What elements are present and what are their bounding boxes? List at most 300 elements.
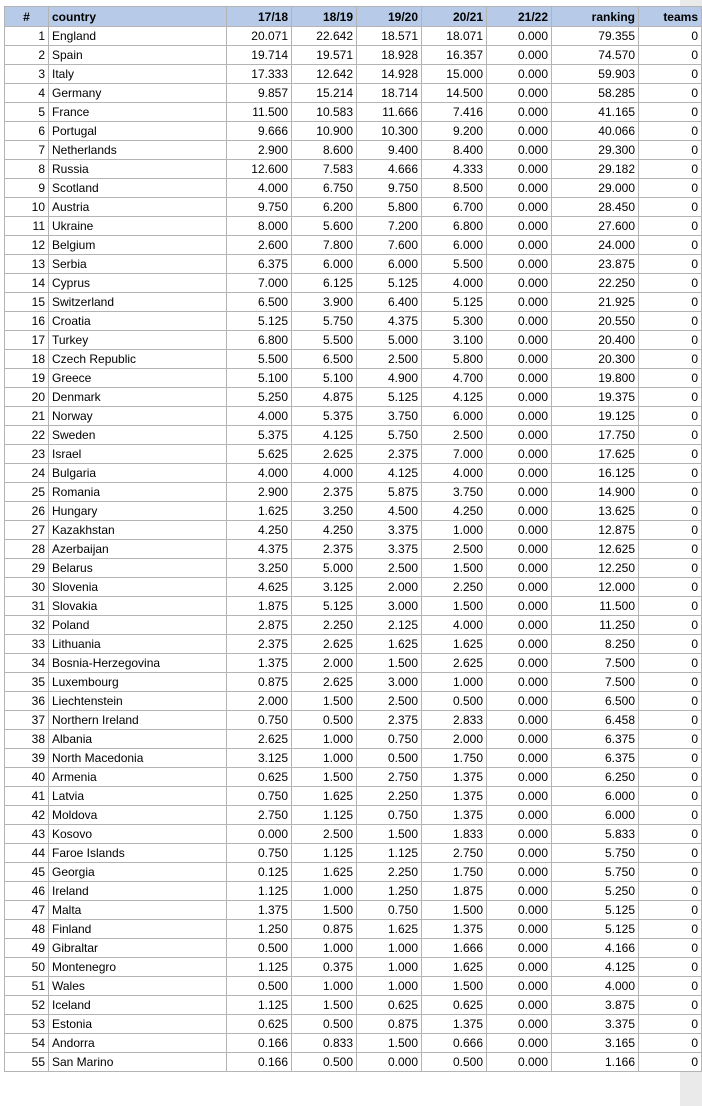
cell-20-21: 6.700 — [422, 198, 487, 217]
cell-teams: 0 — [639, 863, 702, 882]
cell-19-20: 0.750 — [357, 901, 422, 920]
cell-20-21: 1.500 — [422, 559, 487, 578]
cell-20-21: 5.300 — [422, 312, 487, 331]
cell-20-21: 4.000 — [422, 616, 487, 635]
cell-ranking: 5.250 — [552, 882, 639, 901]
cell-teams: 0 — [639, 673, 702, 692]
cell-19-20: 1.000 — [357, 977, 422, 996]
cell-19-20: 7.200 — [357, 217, 422, 236]
cell-17-18: 9.750 — [227, 198, 292, 217]
cell-teams: 0 — [639, 939, 702, 958]
cell-ranking: 14.900 — [552, 483, 639, 502]
cell-country: Czech Republic — [49, 350, 227, 369]
header-season-17-18[interactable]: 17/18 — [227, 7, 292, 27]
table-row — [5, 711, 702, 730]
cell-number: 44 — [5, 844, 49, 863]
cell-17-18: 17.333 — [227, 65, 292, 84]
cell-18-19: 2.375 — [292, 540, 357, 559]
cell-country: Romania — [49, 483, 227, 502]
cell-teams: 0 — [639, 255, 702, 274]
cell-ranking: 7.500 — [552, 654, 639, 673]
cell-20-21: 1.000 — [422, 673, 487, 692]
cell-ranking: 3.165 — [552, 1034, 639, 1053]
header-teams[interactable]: teams — [639, 7, 702, 27]
cell-21-22: 0.000 — [487, 521, 552, 540]
cell-17-18: 4.375 — [227, 540, 292, 559]
cell-18-19: 2.500 — [292, 825, 357, 844]
cell-19-20: 5.800 — [357, 198, 422, 217]
cell-teams: 0 — [639, 559, 702, 578]
cell-20-21: 0.625 — [422, 996, 487, 1015]
cell-ranking: 40.066 — [552, 122, 639, 141]
cell-ranking: 29.300 — [552, 141, 639, 160]
cell-teams: 0 — [639, 844, 702, 863]
cell-19-20: 1.500 — [357, 1034, 422, 1053]
cell-teams: 0 — [639, 692, 702, 711]
cell-number: 39 — [5, 749, 49, 768]
table-row — [5, 616, 702, 635]
cell-19-20: 0.625 — [357, 996, 422, 1015]
cell-17-18: 0.166 — [227, 1034, 292, 1053]
cell-country: Kazakhstan — [49, 521, 227, 540]
cell-country: Luxembourg — [49, 673, 227, 692]
cell-teams: 0 — [639, 141, 702, 160]
cell-number: 41 — [5, 787, 49, 806]
cell-17-18: 5.100 — [227, 369, 292, 388]
cell-17-18: 5.625 — [227, 445, 292, 464]
cell-21-22: 0.000 — [487, 635, 552, 654]
cell-country: San Marino — [49, 1053, 227, 1072]
cell-ranking: 27.600 — [552, 217, 639, 236]
cell-country: Albania — [49, 730, 227, 749]
cell-20-21: 2.000 — [422, 730, 487, 749]
cell-number: 34 — [5, 654, 49, 673]
cell-18-19: 10.900 — [292, 122, 357, 141]
cell-ranking: 29.182 — [552, 160, 639, 179]
cell-number: 2 — [5, 46, 49, 65]
cell-21-22: 0.000 — [487, 464, 552, 483]
cell-country: Liechtenstein — [49, 692, 227, 711]
table-row — [5, 977, 702, 996]
table-row — [5, 350, 702, 369]
cell-21-22: 0.000 — [487, 350, 552, 369]
table-row — [5, 559, 702, 578]
header-season-19-20[interactable]: 19/20 — [357, 7, 422, 27]
table-row — [5, 578, 702, 597]
cell-21-22: 0.000 — [487, 996, 552, 1015]
cell-number: 43 — [5, 825, 49, 844]
cell-17-18: 2.750 — [227, 806, 292, 825]
cell-ranking: 20.400 — [552, 331, 639, 350]
table-row — [5, 46, 702, 65]
cell-country: England — [49, 27, 227, 46]
cell-19-20: 6.400 — [357, 293, 422, 312]
cell-country: Turkey — [49, 331, 227, 350]
cell-18-19: 4.250 — [292, 521, 357, 540]
cell-21-22: 0.000 — [487, 141, 552, 160]
cell-ranking: 6.375 — [552, 749, 639, 768]
cell-17-18: 1.125 — [227, 996, 292, 1015]
cell-teams: 0 — [639, 369, 702, 388]
cell-18-19: 0.875 — [292, 920, 357, 939]
cell-teams: 0 — [639, 882, 702, 901]
cell-17-18: 2.000 — [227, 692, 292, 711]
cell-country: Montenegro — [49, 958, 227, 977]
cell-17-18: 9.857 — [227, 84, 292, 103]
cell-19-20: 2.375 — [357, 711, 422, 730]
cell-country: Austria — [49, 198, 227, 217]
cell-18-19: 12.642 — [292, 65, 357, 84]
cell-21-22: 0.000 — [487, 844, 552, 863]
cell-teams: 0 — [639, 293, 702, 312]
cell-number: 30 — [5, 578, 49, 597]
cell-20-21: 4.250 — [422, 502, 487, 521]
cell-country: Hungary — [49, 502, 227, 521]
cell-teams: 0 — [639, 160, 702, 179]
cell-20-21: 16.357 — [422, 46, 487, 65]
cell-ranking: 13.625 — [552, 502, 639, 521]
cell-19-20: 1.500 — [357, 654, 422, 673]
table-row — [5, 236, 702, 255]
cell-18-19: 5.500 — [292, 331, 357, 350]
cell-17-18: 9.666 — [227, 122, 292, 141]
cell-20-21: 1.375 — [422, 787, 487, 806]
header-ranking[interactable]: ranking — [552, 7, 639, 27]
cell-ranking: 28.450 — [552, 198, 639, 217]
cell-20-21: 1.375 — [422, 806, 487, 825]
cell-country: Sweden — [49, 426, 227, 445]
cell-19-20: 0.500 — [357, 749, 422, 768]
cell-20-21: 1.666 — [422, 939, 487, 958]
cell-19-20: 0.000 — [357, 1053, 422, 1072]
table-row — [5, 141, 702, 160]
table-row — [5, 882, 702, 901]
cell-21-22: 0.000 — [487, 388, 552, 407]
cell-number: 19 — [5, 369, 49, 388]
cell-teams: 0 — [639, 578, 702, 597]
cell-17-18: 7.000 — [227, 274, 292, 293]
cell-country: Slovenia — [49, 578, 227, 597]
cell-number: 11 — [5, 217, 49, 236]
cell-19-20: 4.125 — [357, 464, 422, 483]
cell-teams: 0 — [639, 483, 702, 502]
cell-18-19: 4.000 — [292, 464, 357, 483]
cell-21-22: 0.000 — [487, 806, 552, 825]
cell-number: 7 — [5, 141, 49, 160]
cell-17-18: 0.875 — [227, 673, 292, 692]
cell-21-22: 0.000 — [487, 369, 552, 388]
cell-teams: 0 — [639, 27, 702, 46]
cell-20-21: 1.750 — [422, 863, 487, 882]
cell-19-20: 18.714 — [357, 84, 422, 103]
cell-20-21: 1.625 — [422, 958, 487, 977]
cell-country: Finland — [49, 920, 227, 939]
table-row — [5, 920, 702, 939]
cell-country: Georgia — [49, 863, 227, 882]
cell-21-22: 0.000 — [487, 749, 552, 768]
cell-number: 5 — [5, 103, 49, 122]
cell-country: Bulgaria — [49, 464, 227, 483]
cell-21-22: 0.000 — [487, 1015, 552, 1034]
cell-18-19: 6.200 — [292, 198, 357, 217]
cell-17-18: 2.600 — [227, 236, 292, 255]
cell-21-22: 0.000 — [487, 597, 552, 616]
cell-17-18: 0.125 — [227, 863, 292, 882]
cell-country: Cyprus — [49, 274, 227, 293]
table-row — [5, 445, 702, 464]
cell-number: 12 — [5, 236, 49, 255]
cell-17-18: 1.250 — [227, 920, 292, 939]
cell-18-19: 3.900 — [292, 293, 357, 312]
cell-country: Gibraltar — [49, 939, 227, 958]
cell-21-22: 0.000 — [487, 578, 552, 597]
cell-17-18: 6.800 — [227, 331, 292, 350]
cell-18-19: 22.642 — [292, 27, 357, 46]
cell-ranking: 6.000 — [552, 806, 639, 825]
cell-number: 14 — [5, 274, 49, 293]
cell-teams: 0 — [639, 407, 702, 426]
cell-20-21: 4.700 — [422, 369, 487, 388]
cell-ranking: 6.000 — [552, 787, 639, 806]
cell-country: Spain — [49, 46, 227, 65]
cell-ranking: 7.500 — [552, 673, 639, 692]
cell-19-20: 7.600 — [357, 236, 422, 255]
cell-ranking: 4.166 — [552, 939, 639, 958]
cell-17-18: 3.125 — [227, 749, 292, 768]
cell-20-21: 7.000 — [422, 445, 487, 464]
cell-20-21: 1.500 — [422, 597, 487, 616]
cell-number: 42 — [5, 806, 49, 825]
cell-ranking: 16.125 — [552, 464, 639, 483]
cell-country: Russia — [49, 160, 227, 179]
cell-ranking: 6.458 — [552, 711, 639, 730]
cell-teams: 0 — [639, 521, 702, 540]
cell-21-22: 0.000 — [487, 103, 552, 122]
cell-ranking: 41.165 — [552, 103, 639, 122]
table-row — [5, 1015, 702, 1034]
table-row — [5, 787, 702, 806]
cell-number: 24 — [5, 464, 49, 483]
cell-20-21: 1.375 — [422, 920, 487, 939]
cell-17-18: 0.625 — [227, 768, 292, 787]
cell-20-21: 2.500 — [422, 540, 487, 559]
table-row — [5, 464, 702, 483]
cell-country: Scotland — [49, 179, 227, 198]
cell-country: Norway — [49, 407, 227, 426]
cell-17-18: 1.125 — [227, 882, 292, 901]
cell-ranking: 5.750 — [552, 863, 639, 882]
cell-number: 8 — [5, 160, 49, 179]
cell-number: 10 — [5, 198, 49, 217]
table-body — [5, 27, 702, 1072]
cell-teams: 0 — [639, 388, 702, 407]
cell-20-21: 2.625 — [422, 654, 487, 673]
cell-country: Kosovo — [49, 825, 227, 844]
cell-17-18: 0.500 — [227, 977, 292, 996]
cell-number: 28 — [5, 540, 49, 559]
cell-number: 52 — [5, 996, 49, 1015]
cell-20-21: 3.100 — [422, 331, 487, 350]
cell-21-22: 0.000 — [487, 483, 552, 502]
cell-number: 6 — [5, 122, 49, 141]
cell-teams: 0 — [639, 958, 702, 977]
cell-ranking: 20.300 — [552, 350, 639, 369]
cell-17-18: 2.375 — [227, 635, 292, 654]
cell-number: 54 — [5, 1034, 49, 1053]
cell-21-22: 0.000 — [487, 939, 552, 958]
cell-ranking: 4.000 — [552, 977, 639, 996]
cell-20-21: 5.800 — [422, 350, 487, 369]
cell-18-19: 2.375 — [292, 483, 357, 502]
cell-teams: 0 — [639, 445, 702, 464]
cell-20-21: 6.000 — [422, 407, 487, 426]
cell-19-20: 2.500 — [357, 559, 422, 578]
cell-20-21: 4.000 — [422, 464, 487, 483]
cell-17-18: 2.625 — [227, 730, 292, 749]
cell-18-19: 5.375 — [292, 407, 357, 426]
table-row — [5, 844, 702, 863]
cell-21-22: 0.000 — [487, 901, 552, 920]
cell-21-22: 0.000 — [487, 787, 552, 806]
cell-18-19: 6.000 — [292, 255, 357, 274]
cell-teams: 0 — [639, 787, 702, 806]
cell-21-22: 0.000 — [487, 711, 552, 730]
cell-21-22: 0.000 — [487, 84, 552, 103]
cell-country: Latvia — [49, 787, 227, 806]
cell-ranking: 6.375 — [552, 730, 639, 749]
cell-19-20: 0.875 — [357, 1015, 422, 1034]
cell-teams: 0 — [639, 597, 702, 616]
cell-teams: 0 — [639, 635, 702, 654]
cell-number: 53 — [5, 1015, 49, 1034]
cell-country: Ukraine — [49, 217, 227, 236]
cell-21-22: 0.000 — [487, 46, 552, 65]
cell-21-22: 0.000 — [487, 1053, 552, 1072]
cell-21-22: 0.000 — [487, 445, 552, 464]
cell-country: Malta — [49, 901, 227, 920]
cell-ranking: 8.250 — [552, 635, 639, 654]
cell-ranking: 79.355 — [552, 27, 639, 46]
header-season-18-19[interactable]: 18/19 — [292, 7, 357, 27]
cell-ranking: 12.250 — [552, 559, 639, 578]
cell-country: Slovakia — [49, 597, 227, 616]
cell-country: Denmark — [49, 388, 227, 407]
cell-teams: 0 — [639, 464, 702, 483]
cell-19-20: 14.928 — [357, 65, 422, 84]
cell-18-19: 6.750 — [292, 179, 357, 198]
header-rank-number[interactable]: # — [5, 7, 49, 27]
cell-18-19: 1.625 — [292, 863, 357, 882]
table-row — [5, 635, 702, 654]
header-country[interactable]: country — [49, 7, 227, 27]
cell-18-19: 2.250 — [292, 616, 357, 635]
header-season-20-21[interactable]: 20/21 — [422, 7, 487, 27]
cell-17-18: 2.900 — [227, 483, 292, 502]
cell-ranking: 6.500 — [552, 692, 639, 711]
cell-ranking: 6.250 — [552, 768, 639, 787]
cell-20-21: 2.500 — [422, 426, 487, 445]
cell-17-18: 1.375 — [227, 654, 292, 673]
table-row — [5, 84, 702, 103]
cell-18-19: 0.500 — [292, 1015, 357, 1034]
cell-20-21: 1.500 — [422, 901, 487, 920]
cell-19-20: 10.300 — [357, 122, 422, 141]
header-season-21-22[interactable]: 21/22 — [487, 7, 552, 27]
cell-ranking: 19.125 — [552, 407, 639, 426]
cell-20-21: 1.375 — [422, 1015, 487, 1034]
cell-19-20: 3.375 — [357, 540, 422, 559]
cell-country: Poland — [49, 616, 227, 635]
cell-20-21: 5.500 — [422, 255, 487, 274]
cell-country: North Macedonia — [49, 749, 227, 768]
cell-21-22: 0.000 — [487, 122, 552, 141]
cell-teams: 0 — [639, 1034, 702, 1053]
cell-20-21: 8.500 — [422, 179, 487, 198]
cell-19-20: 4.900 — [357, 369, 422, 388]
cell-17-18: 12.600 — [227, 160, 292, 179]
cell-country: Northern Ireland — [49, 711, 227, 730]
cell-21-22: 0.000 — [487, 255, 552, 274]
cell-number: 1 — [5, 27, 49, 46]
cell-teams: 0 — [639, 654, 702, 673]
cell-teams: 0 — [639, 806, 702, 825]
cell-teams: 0 — [639, 730, 702, 749]
cell-ranking: 19.800 — [552, 369, 639, 388]
cell-18-19: 5.100 — [292, 369, 357, 388]
cell-teams: 0 — [639, 977, 702, 996]
cell-ranking: 22.250 — [552, 274, 639, 293]
cell-18-19: 15.214 — [292, 84, 357, 103]
cell-18-19: 5.600 — [292, 217, 357, 236]
cell-18-19: 1.500 — [292, 768, 357, 787]
cell-18-19: 3.125 — [292, 578, 357, 597]
cell-19-20: 11.666 — [357, 103, 422, 122]
cell-ranking: 11.500 — [552, 597, 639, 616]
cell-country: Azerbaijan — [49, 540, 227, 559]
cell-17-18: 4.000 — [227, 179, 292, 198]
cell-19-20: 0.750 — [357, 730, 422, 749]
cell-country: Belgium — [49, 236, 227, 255]
cell-18-19: 6.125 — [292, 274, 357, 293]
cell-teams: 0 — [639, 46, 702, 65]
cell-country: Lithuania — [49, 635, 227, 654]
cell-ranking: 12.875 — [552, 521, 639, 540]
table-row — [5, 312, 702, 331]
cell-21-22: 0.000 — [487, 502, 552, 521]
cell-teams: 0 — [639, 616, 702, 635]
cell-21-22: 0.000 — [487, 274, 552, 293]
cell-20-21: 4.333 — [422, 160, 487, 179]
cell-country: Andorra — [49, 1034, 227, 1053]
cell-20-21: 9.200 — [422, 122, 487, 141]
cell-number: 9 — [5, 179, 49, 198]
cell-ranking: 1.166 — [552, 1053, 639, 1072]
cell-country: Iceland — [49, 996, 227, 1015]
cell-18-19: 19.571 — [292, 46, 357, 65]
country-ranking-table — [4, 6, 702, 1072]
cell-19-20: 4.375 — [357, 312, 422, 331]
cell-18-19: 1.125 — [292, 806, 357, 825]
cell-18-19: 1.500 — [292, 901, 357, 920]
cell-17-18: 0.625 — [227, 1015, 292, 1034]
cell-ranking: 3.875 — [552, 996, 639, 1015]
cell-20-21: 1.625 — [422, 635, 487, 654]
cell-17-18: 2.900 — [227, 141, 292, 160]
cell-19-20: 1.625 — [357, 920, 422, 939]
cell-number: 46 — [5, 882, 49, 901]
cell-18-19: 2.000 — [292, 654, 357, 673]
table-row — [5, 103, 702, 122]
